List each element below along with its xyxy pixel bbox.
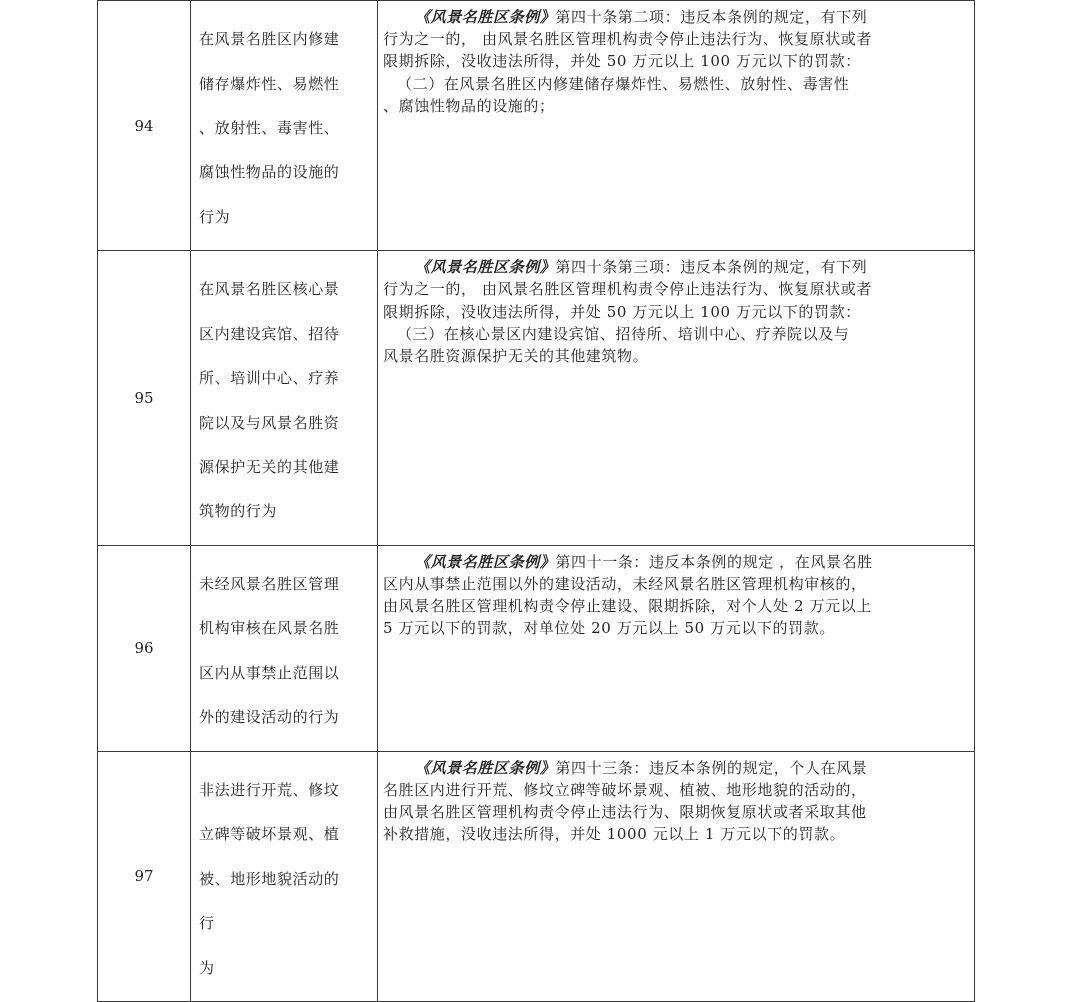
legal-basis-text: 《风景名胜区条例》第四十条第二项：违反本条例的规定，有下列 行为之一的， 由风景名胜区管理机构责令停止违法行为、恢复原状或者 限期拆除，没收违法所得，并处 50 万元以上 100 万元以下的罚款： （二）在风景名胜区内修建储存爆炸性、易燃性、放射性、毒害性 、腐蚀性物品的设施的； bbox=[383, 8, 872, 115]
law-title: 《风景名胜区条例》 bbox=[415, 552, 556, 571]
row-number: 95 bbox=[98, 251, 191, 546]
legal-basis-text: 《风景名胜区条例》第四十三条：违反本条例的规定，个人在风景 名胜区内进行开荒、修坟立碑等破坏景观、植被、地形地貌的活动的， 由风景名胜区管理机构责令停止违法行为、限期恢复原状或者采取其他 补救措施，没收违法所得，并处 1000 元以上 1 万元以下的罚款。 bbox=[383, 758, 868, 844]
law-title: 《风景名胜区条例》 bbox=[415, 8, 556, 26]
violation-cell bbox=[191, 1, 378, 251]
table-row bbox=[98, 251, 975, 546]
legal-basis-cell bbox=[378, 251, 975, 546]
violation-cell bbox=[191, 751, 378, 1001]
violation-cell bbox=[191, 545, 378, 751]
regulation-table bbox=[97, 0, 975, 1002]
legal-basis-cell bbox=[378, 751, 975, 1001]
row-number: 96 bbox=[98, 545, 191, 751]
law-title: 《风景名胜区条例》 bbox=[415, 758, 556, 777]
legal-basis-text: 《风景名胜区条例》第四十条第三项：违反本条例的规定，有下列 行为之一的， 由风景名胜区管理机构责令停止违法行为、恢复原状或者 限期拆除，没收违法所得，并处 50 万元以上 100 万元以下的罚款： （三）在核心景区内建设宾馆、招待所、培训中心、疗养院以及与 风景名胜资源保护无关的其他建筑物。 bbox=[383, 258, 872, 366]
violation-text: 在风景名胜区内修建 储存爆炸性、易燃性 、放射性、毒害性、 腐蚀性物品的设施的 行为 bbox=[199, 30, 340, 226]
violation-text: 未经风景名胜区管理 机构审核在风景名胜 区内从事禁止范围以 外的建设活动的行为 bbox=[199, 575, 340, 727]
table-row bbox=[98, 545, 975, 751]
law-title: 《风景名胜区条例》 bbox=[415, 258, 556, 277]
table-row bbox=[98, 1, 975, 251]
legal-basis-text: 《风景名胜区条例》第四十一条：违反本条例的规定 ，在风景名胜 区内从事禁止范围以外的建设活动，未经风景名胜区管理机构审核的， 由风景名胜区管理机构责令停止建设、限期拆除，对个人处 2 万元以上 5 万元以下的罚款，对单位处 20 万元以上 50 万元以下的罚款。 bbox=[383, 552, 873, 638]
table-row bbox=[98, 751, 975, 1001]
row-number: 97 bbox=[98, 751, 191, 1001]
legal-basis-cell bbox=[378, 1, 975, 251]
violation-cell bbox=[191, 251, 378, 546]
legal-basis-cell bbox=[378, 545, 975, 751]
violation-text: 在风景名胜区核心景 区内建设宾馆、招待 所、培训中心、疗养 院以及与风景名胜资 源保护无关的其他建 筑物的行为 bbox=[199, 280, 340, 521]
row-number: 94 bbox=[98, 1, 191, 251]
violation-text: 非法进行开荒、修坟 立碑等破坏景观、植 被、地形地貌活动的 行 为 bbox=[199, 780, 340, 977]
